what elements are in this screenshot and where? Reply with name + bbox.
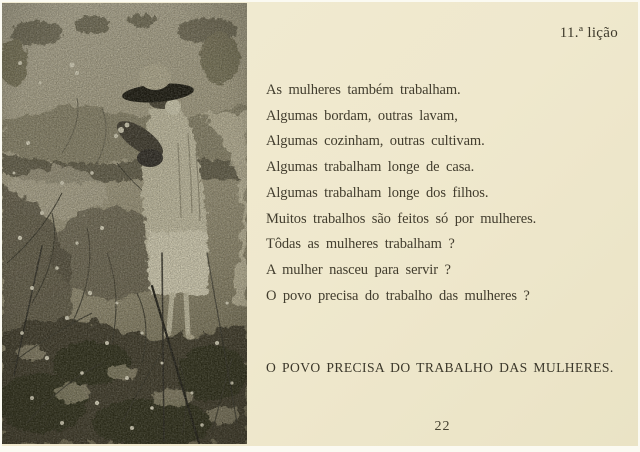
lesson-line: Algumas trabalham longe dos filhos.: [266, 184, 489, 201]
lesson-line: O povo precisa do trabalho das mulheres ?: [266, 287, 530, 304]
lesson-line: Algumas trabalham longe de casa.: [266, 159, 475, 176]
lesson-line: A mulher nasceu para servir ?: [266, 261, 451, 278]
lesson-slogan: O POVO PRECISA DO TRABALHO DAS MULHERES.: [266, 360, 614, 375]
lesson-text-block: [266, 78, 626, 309]
lesson-line: Algumas cozinham, outras cultivam.: [266, 133, 485, 150]
lesson-line: As mulheres também trabalham.: [266, 82, 461, 98]
photo-vignette: [2, 3, 247, 444]
lesson-line: Algumas bordam, outras lavam,: [266, 107, 458, 124]
page-number: 22: [434, 419, 451, 434]
lesson-number: 11.ª lição: [559, 25, 618, 41]
cotton-field-illustration: [2, 3, 247, 444]
lesson-line: Muitos trabalhos são feitos só por mulheres.: [266, 210, 537, 227]
lesson-line: Tôdas as mulheres trabalham ?: [266, 236, 455, 253]
field-photo: [2, 3, 247, 444]
